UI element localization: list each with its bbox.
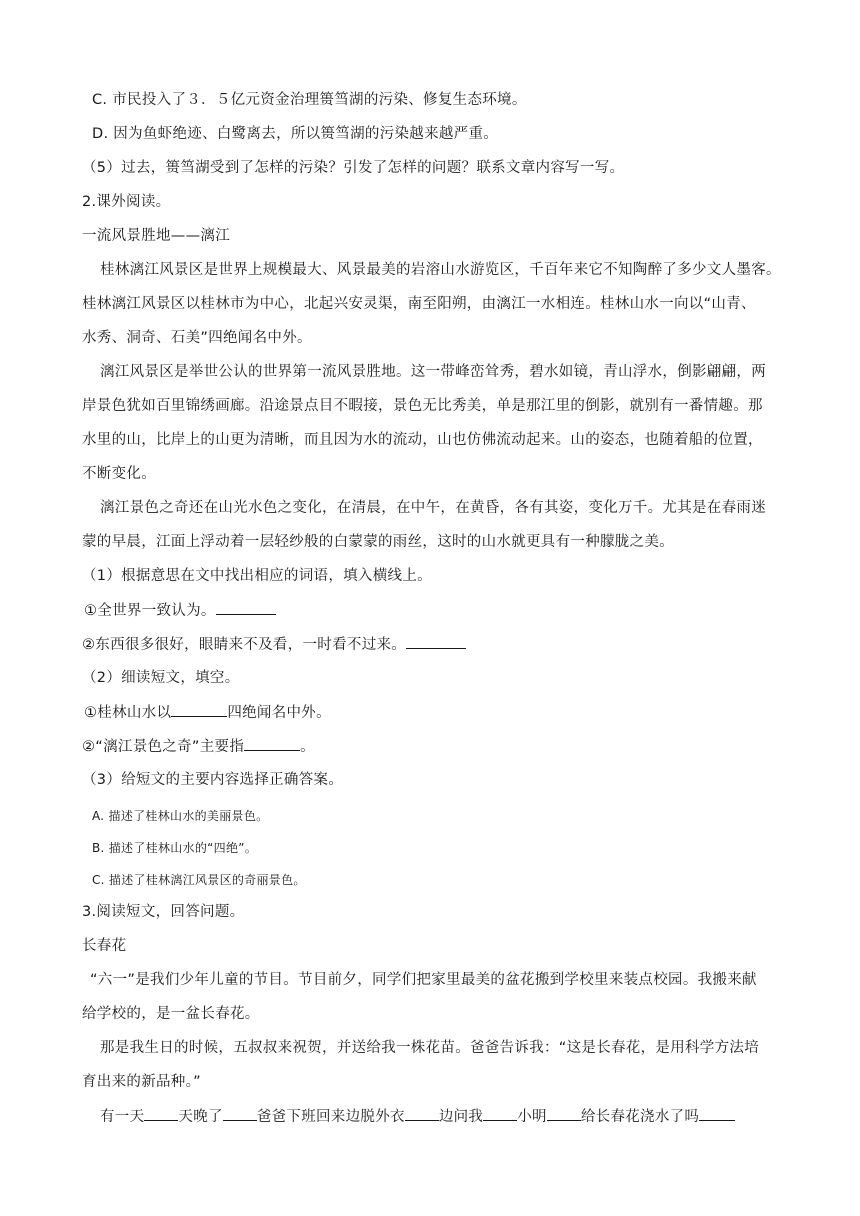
option-c: C. 市民投入了３．５亿元资金治理篑筜湖的污染、修复生态环境。 [92, 92, 527, 108]
option-d: D. 因为鱼虾绝迹、白鹭离去，所以篑筜湖的污染越来越严重。 [92, 126, 499, 142]
paragraph-line: 给学校的，是一盆长春花。 [82, 1006, 260, 1022]
paragraph-line: 水里的山，比岸上的山更为清晰，而且因为水的流动，山也仿佛流动起来。山的姿态，也随着船的位置， [82, 432, 763, 448]
paragraph-line: 岸景色犹如百里锦绣画廊。沿途景点目不暇接，景色无比秀美，单是那江里的倒影，就别有一番情趣。那 [82, 398, 763, 414]
punctuation-blank[interactable] [699, 1106, 735, 1121]
question-2a [84, 702, 331, 723]
sentence-part: 给长春花浇水了吗 [580, 1109, 700, 1125]
paragraph-line: 漓江风景区是举世公认的世界第一流风景胜地。这一带峰峦耸秀，碧水如镜，青山浮水，倒影翩翩，两 [100, 364, 766, 380]
punctuation-blank[interactable] [223, 1106, 257, 1121]
question-2a-pre: ①桂林山水以 [84, 705, 172, 721]
passage-title: 长春花 [82, 938, 127, 954]
punctuation-blank[interactable] [483, 1106, 517, 1121]
question-1b-text: ②东西很多很好，眼睛来不及看，一时看不过来。 [82, 637, 407, 653]
question-1: （1）根据意思在文中找出相应的词语，填入横线上。 [82, 568, 432, 584]
paragraph-line: 水秀、洞奇、石美”四绝闻名中外。 [82, 330, 312, 346]
answer-blank[interactable] [406, 634, 466, 649]
paragraph-line: 不断变化。 [82, 466, 156, 482]
question-5: （5）过去，篑筜湖受到了怎样的污染？引发了怎样的问题？联系文章内容写一写。 [82, 160, 625, 176]
question-2b [82, 736, 315, 757]
answer-blank[interactable] [171, 702, 227, 717]
question-2b-pre: ②“漓江景色之奇”主要指 [82, 739, 245, 755]
option-a[interactable]: A. 描述了桂林山水的美丽景色。 [92, 809, 269, 823]
paragraph-line: 那是我生日的时候，五叔叔来祝贺，并送给我一株花苗。爸爸告诉我：“这是长春花，是用科学方法培 [100, 1040, 760, 1056]
question-1a [84, 600, 276, 621]
punctuation-blank[interactable] [405, 1106, 439, 1121]
sentence-part: 小明 [517, 1109, 547, 1125]
sentence-part: 天晚了 [178, 1109, 223, 1125]
paragraph-line: 育出来的新品种。” [82, 1074, 201, 1090]
sentence-part: 边问我 [438, 1109, 484, 1125]
sentence-part: 有一天 [100, 1109, 145, 1125]
question-3: （3）给短文的主要内容选择正确答案。 [82, 772, 344, 788]
answer-blank[interactable] [216, 600, 276, 615]
option-c[interactable]: C. 描述了桂林漓江风景区的奇丽景色。 [92, 873, 306, 887]
section-2-heading: 2.课外阅读。 [82, 194, 171, 210]
question-2: （2）细读短文，填空。 [82, 670, 240, 686]
passage-title: 一流风景胜地——漓江 [82, 228, 230, 244]
question-1b [82, 634, 466, 655]
punctuation-blank[interactable] [144, 1106, 178, 1121]
punctuation-exercise [100, 1106, 735, 1127]
paragraph-line: 蒙的早晨，江面上浮动着一层轻纱般的白蒙蒙的雨丝，这时的山水就更具有一种朦胧之美。 [82, 534, 674, 550]
paragraph-line: “六一”是我们少年儿童的节目。节目前夕，同学们把家里最美的盆花搬到学校里来装点校园。我搬来献 [90, 972, 757, 988]
paragraph-line: 桂林漓江风景区以桂林市为中心，北起兴安灵渠，南至阳朔，由漓江一水相连。桂林山水一向以“山青、 [82, 296, 756, 312]
sentence-part: 爸爸下班回来边脱外衣 [256, 1109, 405, 1125]
answer-blank[interactable] [244, 736, 300, 751]
question-1a-text: ①全世界一致认为。 [84, 603, 216, 619]
section-3-heading: 3.阅读短文，回答问题。 [82, 904, 245, 920]
paragraph-line: 漓江景色之奇还在山光水色之变化，在清晨，在中午，在黄昏，各有其姿，变化万千。尤其是在春雨迷 [100, 500, 766, 516]
paragraph-line: 桂林漓江风景区是世界上规模最大、风景最美的岩溶山水游览区，千百年来它不知陶醉了多少文人墨客。 [100, 262, 781, 278]
punctuation-blank[interactable] [547, 1106, 581, 1121]
question-2b-post: 。 [300, 739, 315, 755]
question-2a-post: 四绝闻名中外。 [227, 705, 331, 721]
option-b[interactable]: B. 描述了桂林山水的“四绝”。 [92, 841, 258, 855]
